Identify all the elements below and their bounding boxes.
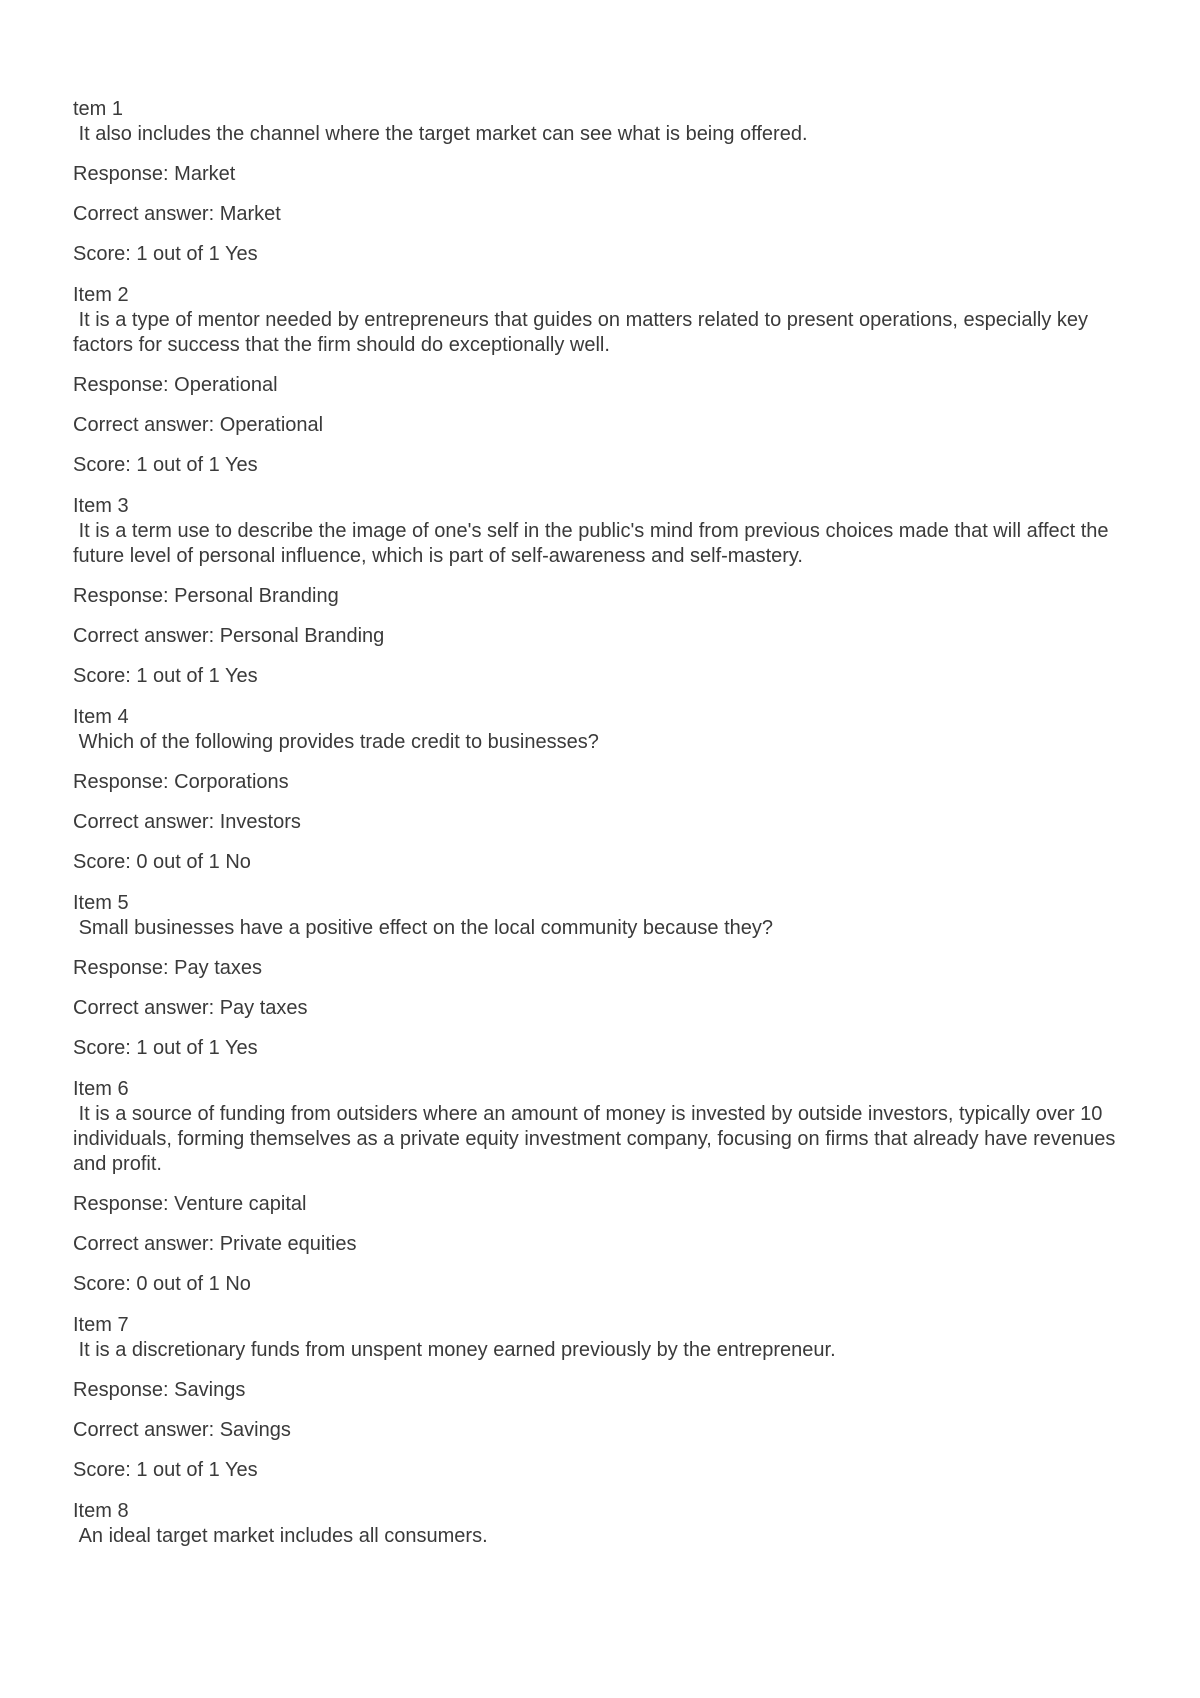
item-question: Which of the following provides trade credit to businesses?: [73, 731, 599, 753]
quiz-item-4: [73, 705, 1143, 875]
item-header: [73, 891, 1143, 941]
item-score: Score: 1 out of 1 Yes: [73, 1459, 258, 1481]
item-question: It is a term use to describe the image of one's self in the public's mind from previous choices made that will affect the future level of personal influence, which is part of self-awareness and self-mastery.: [73, 520, 1115, 567]
quiz-item-2: [73, 283, 1143, 478]
quiz-results-document: [73, 97, 1143, 1556]
quiz-item-7: [73, 1313, 1143, 1483]
item-response: Response: Pay taxes: [73, 957, 262, 979]
item-header: [73, 97, 1143, 147]
item-score: Score: 1 out of 1 Yes: [73, 454, 258, 476]
item-correct-answer: Correct answer: Investors: [73, 811, 301, 833]
item-header: [73, 1077, 1143, 1177]
item-question: An ideal target market includes all consumers.: [73, 1525, 488, 1547]
item-response: Response: Savings: [73, 1379, 246, 1401]
item-label: Item 2: [73, 284, 129, 306]
quiz-item-1: [73, 97, 1143, 267]
item-header: [73, 283, 1143, 358]
item-score: Score: 0 out of 1 No: [73, 1273, 251, 1295]
item-correct-answer: Correct answer: Operational: [73, 414, 324, 436]
item-header: [73, 705, 1143, 755]
item-response: Response: Venture capital: [73, 1193, 307, 1215]
item-correct-answer: Correct answer: Market: [73, 203, 281, 225]
quiz-item-6: [73, 1077, 1143, 1297]
item-label: tem 1: [73, 98, 124, 120]
item-label: Item 6: [73, 1078, 129, 1100]
item-correct-answer: Correct answer: Personal Branding: [73, 625, 385, 647]
item-question: It is a discretionary funds from unspent money earned previously by the entrepreneur.: [73, 1339, 836, 1361]
item-label: Item 4: [73, 706, 129, 728]
item-correct-answer: Correct answer: Pay taxes: [73, 997, 308, 1019]
quiz-item-8: [73, 1499, 1143, 1549]
item-question: It also includes the channel where the target market can see what is being offered.: [73, 123, 808, 145]
quiz-item-5: [73, 891, 1143, 1061]
item-header: [73, 1499, 1143, 1549]
item-response: Response: Personal Branding: [73, 585, 339, 607]
item-question: It is a type of mentor needed by entrepreneurs that guides on matters related to present operations, especially key factors for success that the firm should do exceptionally well.: [73, 309, 1094, 356]
item-score: Score: 1 out of 1 Yes: [73, 243, 258, 265]
item-header: [73, 494, 1143, 569]
item-question: Small businesses have a positive effect on the local community because they?: [73, 917, 774, 939]
item-correct-answer: Correct answer: Savings: [73, 1419, 291, 1441]
quiz-item-3: [73, 494, 1143, 689]
item-question: It is a source of funding from outsiders where an amount of money is invested by outside investors, typically over 10 individuals, forming themselves as a private equity investment company, focusing on firms that already have revenues and profit.: [73, 1103, 1121, 1175]
item-response: Response: Corporations: [73, 771, 289, 793]
item-response: Response: Market: [73, 163, 236, 185]
item-correct-answer: Correct answer: Private equities: [73, 1233, 357, 1255]
item-label: Item 7: [73, 1314, 129, 1336]
item-label: Item 8: [73, 1500, 129, 1522]
item-score: Score: 0 out of 1 No: [73, 851, 251, 873]
item-label: Item 3: [73, 495, 129, 517]
item-score: Score: 1 out of 1 Yes: [73, 665, 258, 687]
item-header: [73, 1313, 1143, 1363]
item-label: Item 5: [73, 892, 129, 914]
item-response: Response: Operational: [73, 374, 278, 396]
item-score: Score: 1 out of 1 Yes: [73, 1037, 258, 1059]
